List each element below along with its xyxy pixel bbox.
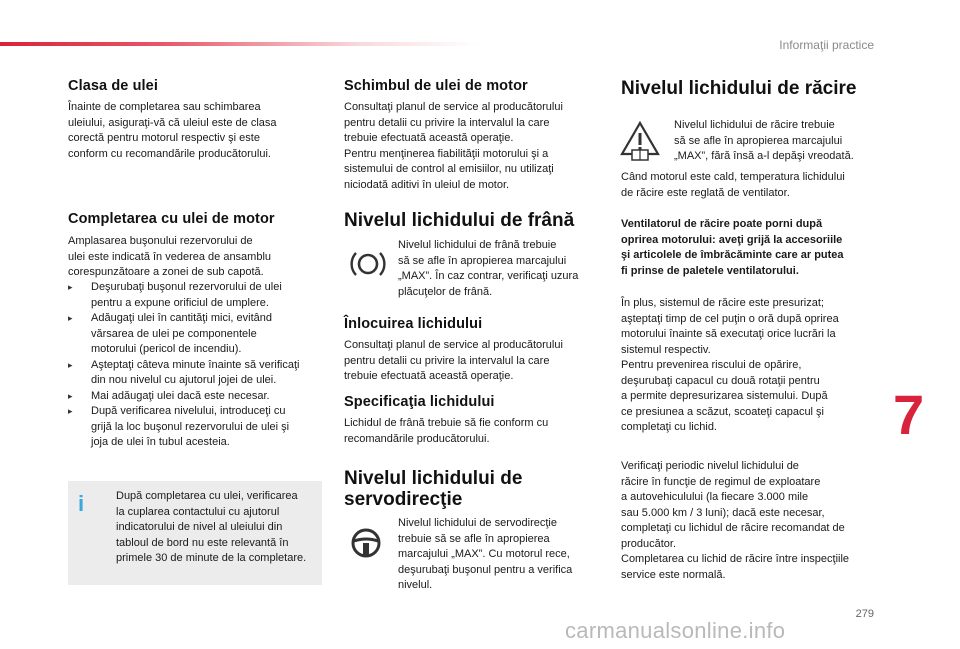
oil-fill-heading: Completarea cu ulei de motor [68,211,275,227]
page-number: 279 [855,608,874,620]
replace-fluid-text: Consultaţi planul de service al producătorului pentru detalii cu privire la intervalul la care trebuie efectuată această operaţie. [344,339,563,382]
oil-class-text: Înainte de completarea sau schimbarea uleiului, asiguraţi-vă că uleiul este de clasa corectă pentru motorul respectiv şi este conform cu recomandările producătorului. [68,101,277,160]
replace-fluid-heading: Înlocuirea lichidului [344,316,483,332]
oil-change-text: Consultaţi planul de service al producătorului pentru detalii cu privire la intervalul la care trebuie efectuată această operaţie. Pentru menţinerea fiabilităţii motorului şi a sistemului de control al emisiilor, nu utilizaţi niciodată aditivi în uleiul de motor. [344,101,563,191]
fluid-spec-heading: Specificaţia lichidului [344,394,495,410]
fan-warning-text: Ventilatorul de răcire poate porni după oprirea motorului: aveţi grijă la accesoriile şi articolele de îmbrăcăminte care ar putea fi prinse de paletele ventilatorului. [621,218,844,277]
fluid-spec-text: Lichidul de frână trebuie să fie conform cu recomandările producătorului. [344,417,549,445]
chapter-number: 7 [893,383,925,446]
watermark: carmanualsonline.info [565,618,786,643]
oil-class-heading: Clasa de ulei [68,78,158,94]
info-box [68,481,322,585]
steering-fluid-text: Nivelul lichidului de servodirecţie trebuie să se afle în apropierea marcajului „MAX”. Cu motorul rece, deşurubaţi buşonul pentru a verifica nivelul. [398,517,573,591]
coolant-temp-text: Când motorul este cald, temperatura lichidului de răcire este reglată de ventilator. [621,171,845,199]
steering-fluid-heading: Nivelul lichidului de servodirecţie [344,468,523,510]
bullet-arrow-icon: ▸ [68,359,73,370]
brake-warning-icon [350,248,386,280]
info-text: După completarea cu ulei, verificarea la cuplarea contactului cu ajutorul indicatorului de nivel al uleiului din tabloul de bord nu este relevantă în primele 30 de minute de la completare. [116,490,307,564]
periodic-check-text: Verificaţi periodic nivelul lichidului de răcire în funcţie de regimul de exploatare a autovehiculului (la fiecare 3.000 mile sau 5.000 km / 3 luni); dacă este necesar, completaţi cu lichidul de răcire recomandat de producător. Completarea cu lichid de răcire între inspecţiile service este normală. [621,460,850,581]
coolant-level-text: Nivelul lichidului de răcire trebuie să se afle în apropierea marcajului „MAX”, fără însă a-l depăşi vreodată. [674,119,854,162]
bullet-arrow-icon: ▸ [68,282,73,292]
bullet-arrow-icon: ▸ [68,313,73,323]
bullet-arrow-icon: ▸ [68,406,73,416]
pressure-text: În plus, sistemul de răcire este presurizat; aşteptaţi timp de cel puţin o oră după oprirea motorului înainte să executaţi orice lucrări la sistemul respectiv. Pentru prevenirea riscului de opărire, deşurubaţi capacul cu două rotaţii pentru a permite depresurizarea sistemului. După ce presiunea a scăzut, scoateţi capacul şi completaţi cu lichid. [621,297,839,433]
section-title: Informaţii practice [779,38,874,52]
brake-fluid-text: Nivelul lichidului de frână trebuie să se afle în apropierea marcajului „MAX”. În caz contrar, verificaţi uzura plăcuţelor de frână. [398,239,579,298]
header-accent-bar [0,42,480,46]
coolant-warning-icon [620,120,660,162]
list-item: ▸ Adăugaţi ulei în cantităţi mici, evitând vărsarea de ulei pe componentele motorului (pericol de incendiu). [68,312,272,355]
list-item: ▸ După verificarea nivelului, introduceţi cu grijă la loc buşonul rezervorului de ulei şi joja de ulei în tubul acesteia. [68,405,290,448]
bullet-arrow-icon: ▸ [68,390,73,401]
info-icon: i [78,491,85,516]
brake-fluid-heading: Nivelul lichidului de frână [344,210,575,231]
oil-fill-steps [68,280,323,451]
oil-fill-intro: Amplasarea buşonului rezervorului de ulei este indicată în vederea de ansamblu corespunzătoare a zonei de sub capotă. [68,235,272,278]
list-item: ▸ Aşteptaţi câteva minute înainte să verificaţi din nou nivelul cu ajutorul jojei de ulei. [68,358,300,386]
coolant-heading: Nivelul lichidului de răcire [621,78,857,99]
list-item: ▸ Deşurubaţi buşonul rezervorului de ulei pentru a expune orificiul de umplere. [68,281,282,309]
list-item: ▸ Mai adăugaţi ulei dacă este necesar. [68,389,323,405]
oil-change-heading: Schimbul de ulei de motor [344,78,528,94]
steering-wheel-icon [350,527,382,559]
